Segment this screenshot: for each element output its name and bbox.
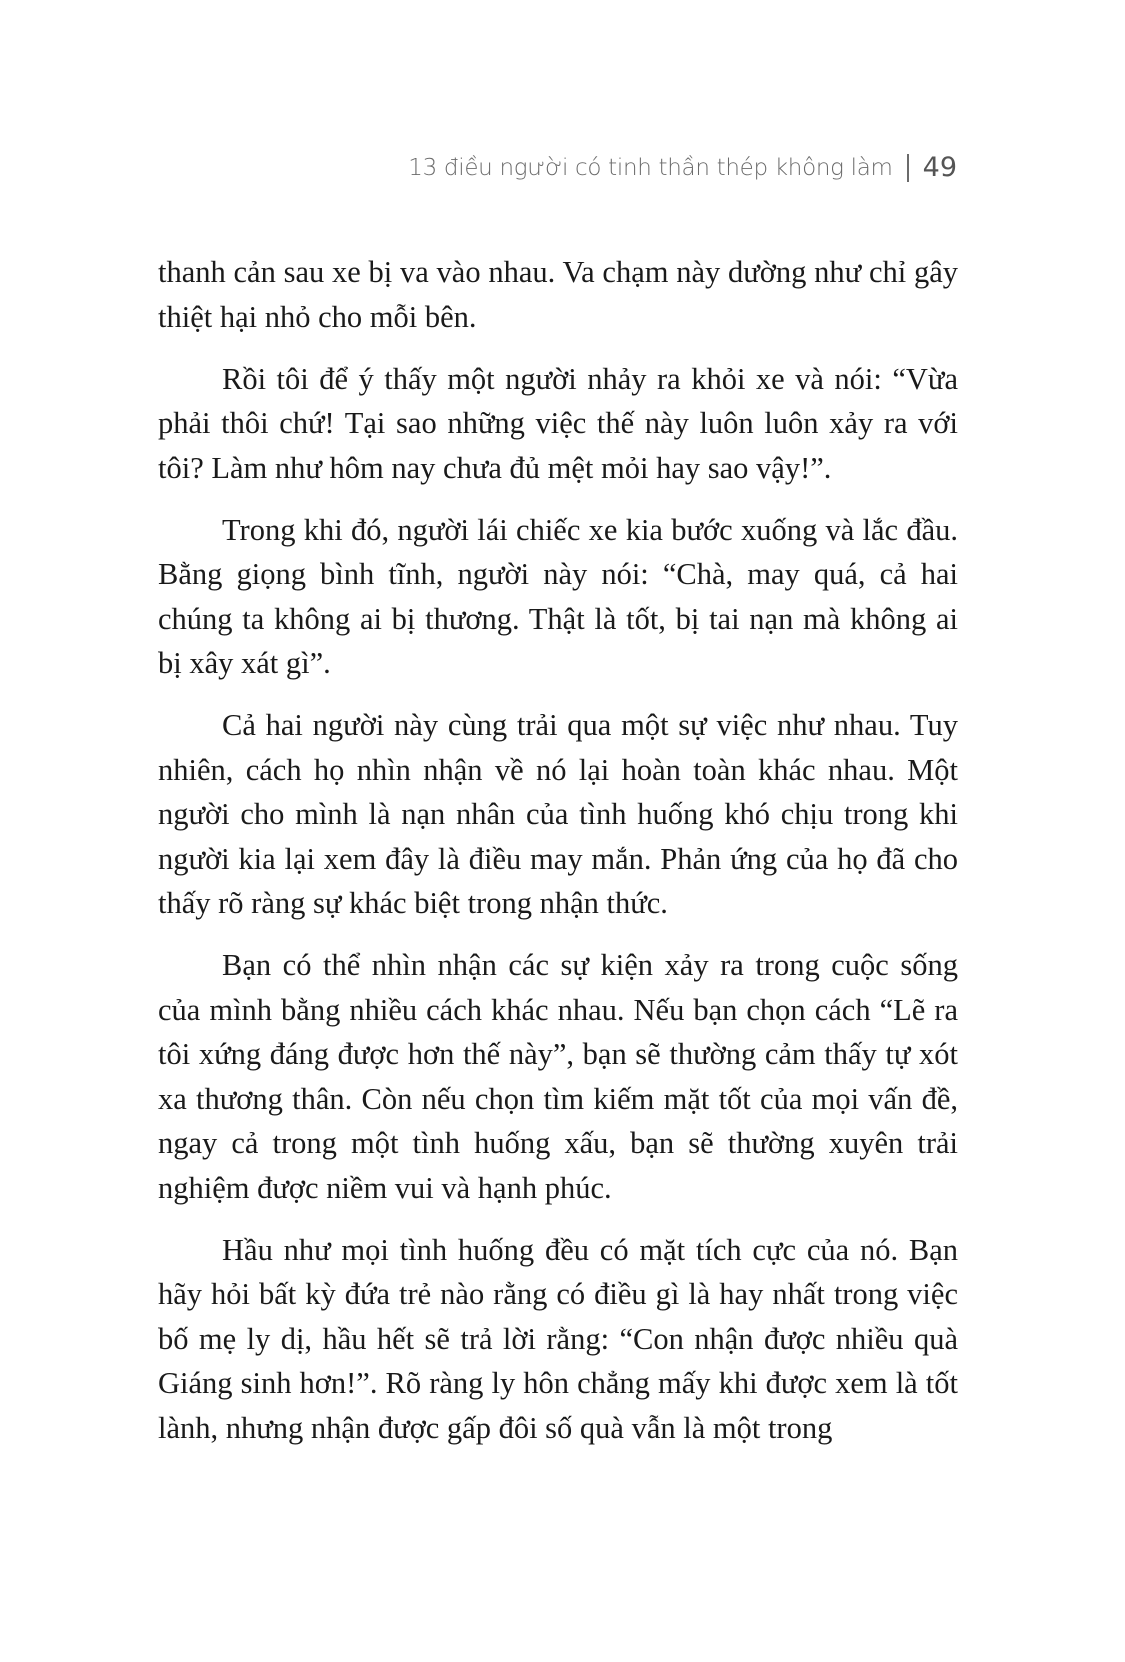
paragraph-1: thanh cản sau xe bị va vào nhau. Va chạm này dường như chỉ gây thiệt hại nhỏ cho mỗi bên. (158, 255, 958, 334)
paragraph-2: Rồi tôi để ý thấy một người nhảy ra khỏi xe và nói: “Vừa phải thôi chứ! Tại sao những việc thế này luôn luôn xảy ra với tôi? Làm như hôm nay chưa đủ mệt mỏi hay sao vậy!”. (158, 361, 958, 485)
running-title: 13 điều người có tinh thần thép không làm (408, 154, 893, 181)
page-number: 49 (922, 152, 957, 183)
body-text (158, 250, 958, 1468)
running-header (408, 152, 957, 183)
paragraph-5: Bạn có thể nhìn nhận các sự kiện xảy ra trong cuộc sống của mình bằng nhiều cách khác nhau. Nếu bạn chọn cách “Lẽ ra tôi xứng đáng được hơn thế này”, bạn sẽ thường cảm thấy tự xót xa thương thân. Còn nếu chọn tìm kiếm mặt tốt của mọi vấn đề, ngay cả trong một tình huống xấu, bạn sẽ thường xuyên trải nghiệm được niềm vui và hạnh phúc. (158, 948, 958, 1205)
paragraph-4: Cả hai người này cùng trải qua một sự việc như nhau. Tuy nhiên, cách họ nhìn nhận về nó lại hoàn toàn khác nhau. Một người cho mình là nạn nhân của tình huống khó chịu trong khi người kia lại xem đây là điều may mắn. Phản ứng của họ đã cho thấy rõ ràng sự khác biệt trong nhận thức. (158, 708, 958, 920)
header-divider (907, 154, 909, 182)
paragraph-3: Trong khi đó, người lái chiếc xe kia bước xuống và lắc đầu. Bằng giọng bình tĩnh, người này nói: “Chà, may quá, cả hai chúng ta không ai bị thương. Thật là tốt, bị tai nạn mà không ai bị xây xát gì”. (158, 512, 958, 680)
paragraph-6: Hầu như mọi tình huống đều có mặt tích cực của nó. Bạn hãy hỏi bất kỳ đứa trẻ nào rằng có điều gì là hay nhất trong việc bố mẹ ly dị, hầu hết sẽ trả lời rằng: “Con nhận được nhiều quà Giáng sinh hơn!”. Rõ ràng ly hôn chẳng mấy khi được xem là tốt lành, nhưng nhận được gấp đôi số quà vẫn là một trong (158, 1232, 958, 1445)
